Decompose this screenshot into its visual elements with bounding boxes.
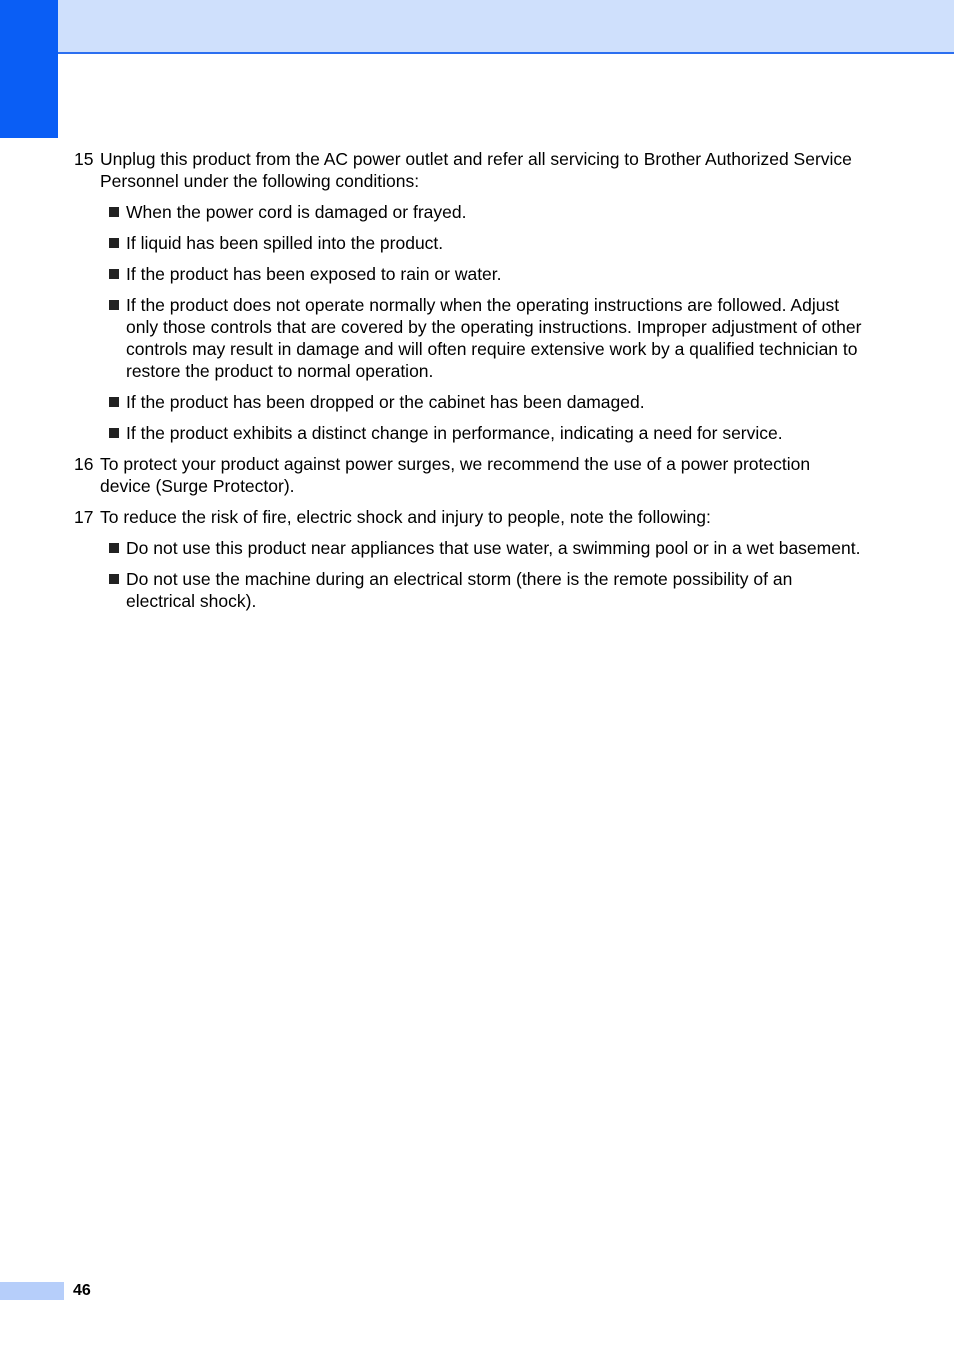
- list-item: [100, 294, 864, 382]
- square-bullet-icon: [109, 543, 119, 553]
- instruction-item-17: [74, 506, 864, 612]
- list-item: [100, 568, 864, 612]
- page-number: 46: [73, 1282, 91, 1299]
- instruction-item-15: [74, 148, 864, 444]
- square-bullet-icon: [109, 238, 119, 248]
- item-number: 16: [74, 454, 94, 474]
- item-text: Unplug this product from the AC power outlet and refer all servicing to Brother Authorized Service Personnel under the following conditions:: [100, 149, 852, 191]
- item-text: To reduce the risk of fire, electric shock and injury to people, note the following:: [100, 507, 711, 527]
- page-header-band: [58, 0, 954, 54]
- list-item-text: Do not use the machine during an electrical storm (there is the remote possibility of an electrical shock).: [126, 569, 793, 611]
- list-item-text: If liquid has been spilled into the product.: [126, 233, 444, 253]
- list-item: [100, 263, 864, 285]
- square-bullet-icon: [109, 269, 119, 279]
- safety-instructions: [74, 148, 864, 621]
- instruction-item-16: [74, 453, 864, 497]
- list-item-text: When the power cord is damaged or frayed.: [126, 202, 467, 222]
- precaution-list: [100, 537, 864, 612]
- list-item-text: If the product has been dropped or the cabinet has been damaged.: [126, 392, 645, 412]
- list-item: [100, 422, 864, 444]
- item-number: 17: [74, 507, 94, 527]
- chapter-side-tab: [0, 0, 58, 138]
- item-number: 15: [74, 149, 94, 169]
- list-item-text: If the product does not operate normally when the operating instructions are followed. Adjust only those controls that are covered by the operating instructions. Improper adjustment of other controls may result in damage and will often require extensive work by a qualified technician to restore the product to normal operation.: [126, 295, 862, 381]
- list-item: [100, 391, 864, 413]
- list-item-text: Do not use this product near appliances that use water, a swimming pool or in a wet basement.: [126, 538, 861, 558]
- item-text: To protect your product against power surges, we recommend the use of a power protection device (Surge Protector).: [100, 454, 811, 496]
- list-item: [100, 537, 864, 559]
- square-bullet-icon: [109, 574, 119, 584]
- square-bullet-icon: [109, 428, 119, 438]
- list-item: [100, 201, 864, 223]
- list-item-text: If the product has been exposed to rain or water.: [126, 264, 502, 284]
- list-item: [100, 232, 864, 254]
- square-bullet-icon: [109, 300, 119, 310]
- square-bullet-icon: [109, 397, 119, 407]
- list-item-text: If the product exhibits a distinct change in performance, indicating a need for service.: [126, 423, 783, 443]
- square-bullet-icon: [109, 207, 119, 217]
- footer-bar: [0, 1282, 64, 1300]
- condition-list: [100, 201, 864, 444]
